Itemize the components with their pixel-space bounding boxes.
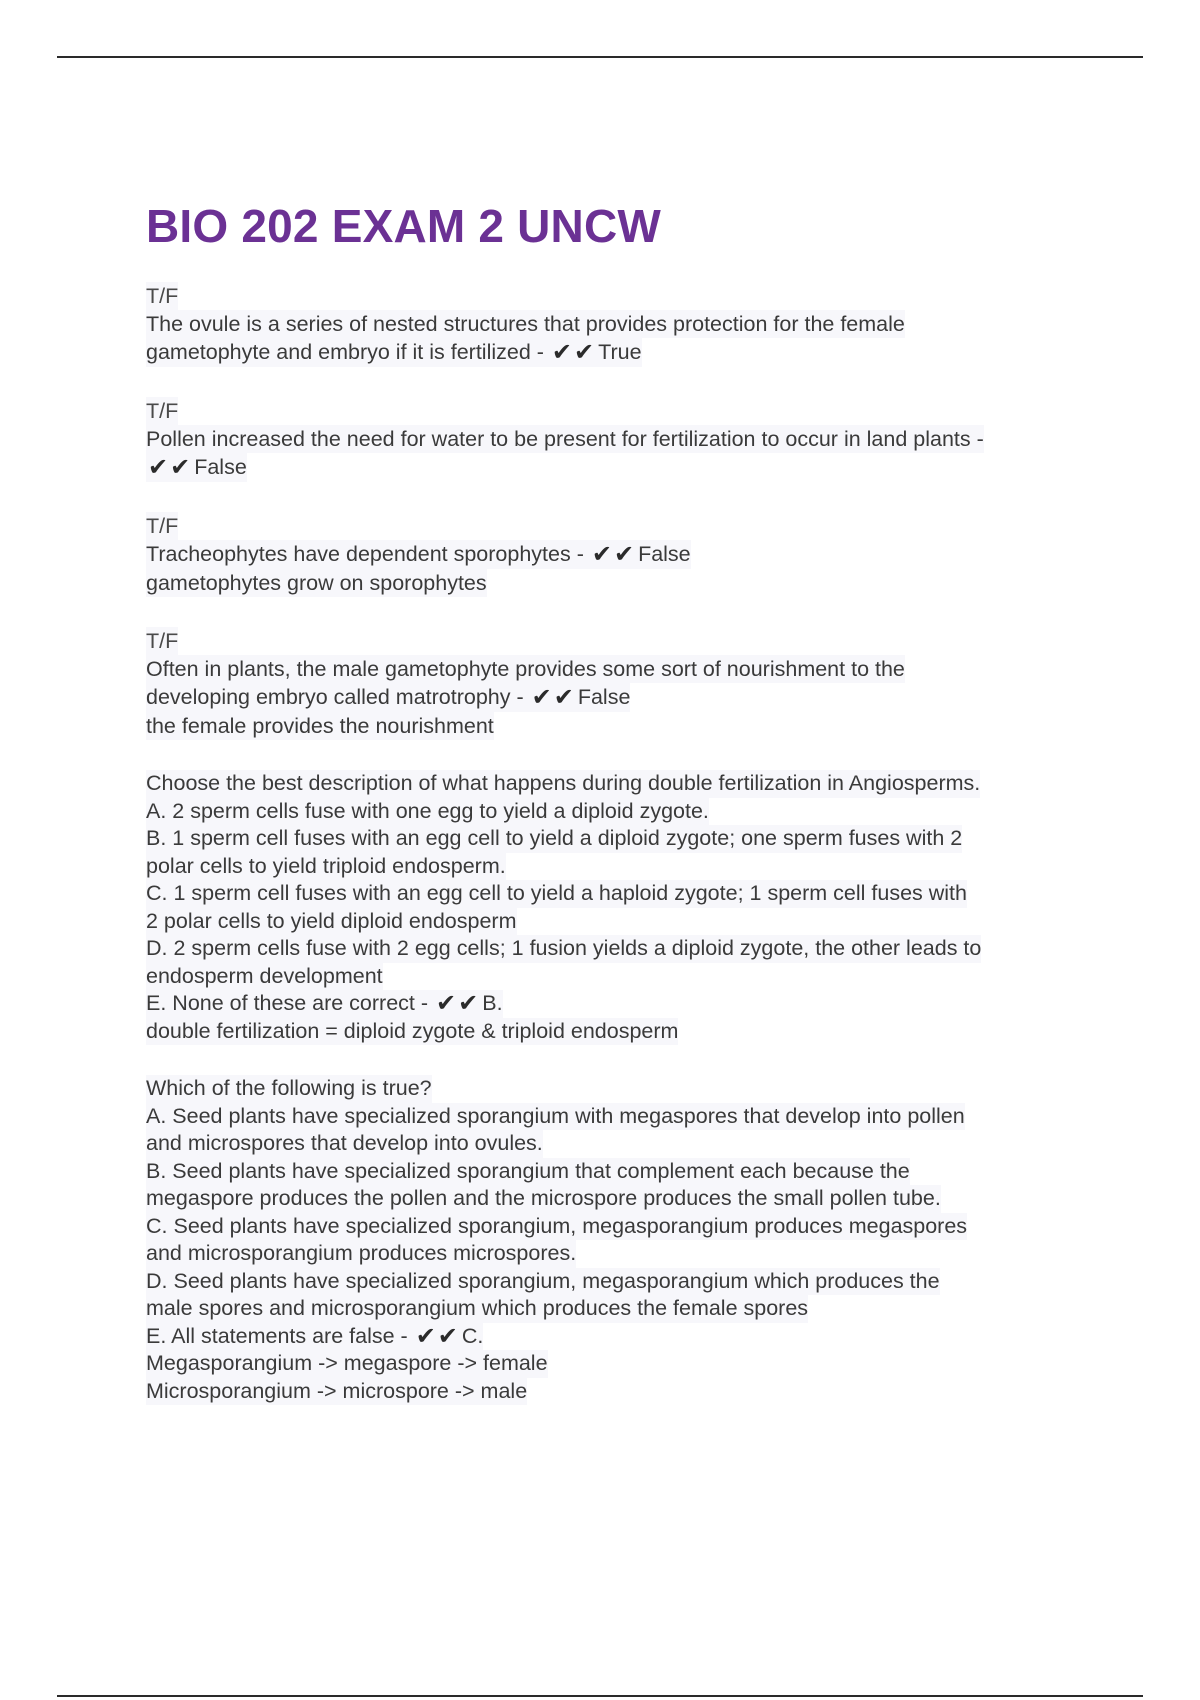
flashcard [146, 627, 1096, 740]
question-line: The ovule is a series of nested structures that provides protection for the female [146, 312, 905, 336]
page-title: BIO 202 EXAM 2 UNCW [146, 200, 662, 252]
checkmark-icon-pair [416, 1323, 460, 1351]
checkmark-icon: ✔ [551, 339, 575, 366]
card-tag: T/F [146, 399, 179, 423]
card-tag: T/F [146, 284, 179, 308]
option-line: D. 2 sperm cells fuse with 2 egg cells; 1 fusion yields a diploid zygote, the other leads to [146, 935, 981, 963]
answer-note: the female provides the nourishment [146, 714, 494, 738]
checkmark-icon-pair [148, 454, 192, 482]
flashcard [146, 1075, 1096, 1405]
bottom-rule [57, 1695, 1143, 1697]
checkmark-icon: ✔ [148, 454, 171, 481]
answer-row [146, 990, 503, 1018]
question-line: Tracheophytes have dependent sporophytes - [146, 542, 584, 566]
answer-note: double fertilization = diploid zygote & triploid endosperm [146, 1018, 678, 1046]
checkmark-icon-pair [552, 339, 596, 367]
checkmark-icon: ✔ [458, 990, 481, 1017]
answer-text: False [638, 542, 691, 566]
checkmark-icon: ✔ [553, 684, 576, 711]
option-line: B. 1 sperm cell fuses with an egg cell to yield a diploid zygote; one sperm fuses with 2 [146, 825, 962, 853]
question-line: gametophyte and embryo if it is fertilized - [146, 340, 544, 364]
answer-row [146, 683, 630, 712]
checkmark-icon-pair [532, 684, 576, 712]
answer-note: Megasporangium -> megaspore -> female [146, 1350, 548, 1378]
option-line: A. Seed plants have specialized sporangium with megaspores that develop into pollen [146, 1103, 965, 1131]
answer-text: False [577, 685, 631, 709]
flashcard [146, 512, 1096, 597]
checkmark-icon-pair [592, 541, 636, 569]
question-line: Pollen increased the need for water to be present for fertilization to occur in land plants - [146, 427, 984, 451]
option-line: D. Seed plants have specialized sporangium, megasporangium which produces the [146, 1268, 940, 1296]
top-rule [57, 56, 1143, 58]
answer-row [146, 540, 691, 569]
checkmark-icon-pair [436, 990, 480, 1018]
option-line: polar cells to yield triploid endosperm. [146, 853, 506, 881]
answer-row [146, 1323, 483, 1351]
answer-row [146, 338, 642, 367]
answer-note: Microsporangium -> microspore -> male [146, 1378, 527, 1406]
option-line: and microsporangium produces microspores. [146, 1240, 576, 1268]
checkmark-icon: ✔ [170, 454, 193, 481]
option-line: male spores and microsporangium which produces the female spores [146, 1295, 808, 1323]
flashcard [146, 282, 1096, 367]
question-line: Often in plants, the male gametophyte provides some sort of nourishment to the [146, 657, 905, 681]
flashcard [146, 397, 1096, 482]
option-line: C. 1 sperm cell fuses with an egg cell to yield a haploid zygote; 1 sperm cell fuses with [146, 880, 967, 908]
checkmark-icon: ✔ [531, 684, 554, 711]
option-line: and microspores that develop into ovules. [146, 1130, 543, 1158]
card-tag: T/F [146, 629, 179, 653]
option-line: E. None of these are correct - [146, 991, 429, 1015]
answer-row [146, 453, 247, 482]
answer-text: True [598, 340, 642, 364]
option-line: megaspore produces the pollen and the microspore produces the small pollen tube. [146, 1185, 941, 1213]
option-line: 2 polar cells to yield diploid endosperm [146, 908, 517, 936]
question-line: Which of the following is true? [146, 1075, 432, 1103]
answer-text: False [194, 455, 247, 479]
answer-text: B. [482, 991, 503, 1015]
checkmark-icon: ✔ [613, 541, 637, 568]
checkmark-icon: ✔ [415, 1322, 438, 1350]
question-line: Choose the best description of what happens during double fertilization in Angiosperms. [146, 770, 980, 798]
checkmark-icon: ✔ [437, 1322, 460, 1350]
flashcard [146, 770, 1096, 1045]
answer-note: gametophytes grow on sporophytes [146, 571, 487, 595]
document-body [146, 198, 1096, 1435]
checkmark-icon: ✔ [591, 541, 614, 568]
option-line: E. All statements are false - [146, 1323, 408, 1348]
answer-text: C. [461, 1323, 484, 1348]
card-tag: T/F [146, 514, 179, 538]
question-line: developing embryo called matrotrophy - [146, 685, 524, 709]
option-line: B. Seed plants have specialized sporangium that complement each because the [146, 1158, 910, 1186]
checkmark-icon: ✔ [574, 339, 597, 366]
option-line: A. 2 sperm cells fuse with one egg to yield a diploid zygote. [146, 798, 709, 826]
option-line: C. Seed plants have specialized sporangium, megasporangium produces megaspores [146, 1213, 967, 1241]
option-line: endosperm development [146, 963, 383, 991]
checkmark-icon: ✔ [436, 990, 459, 1017]
